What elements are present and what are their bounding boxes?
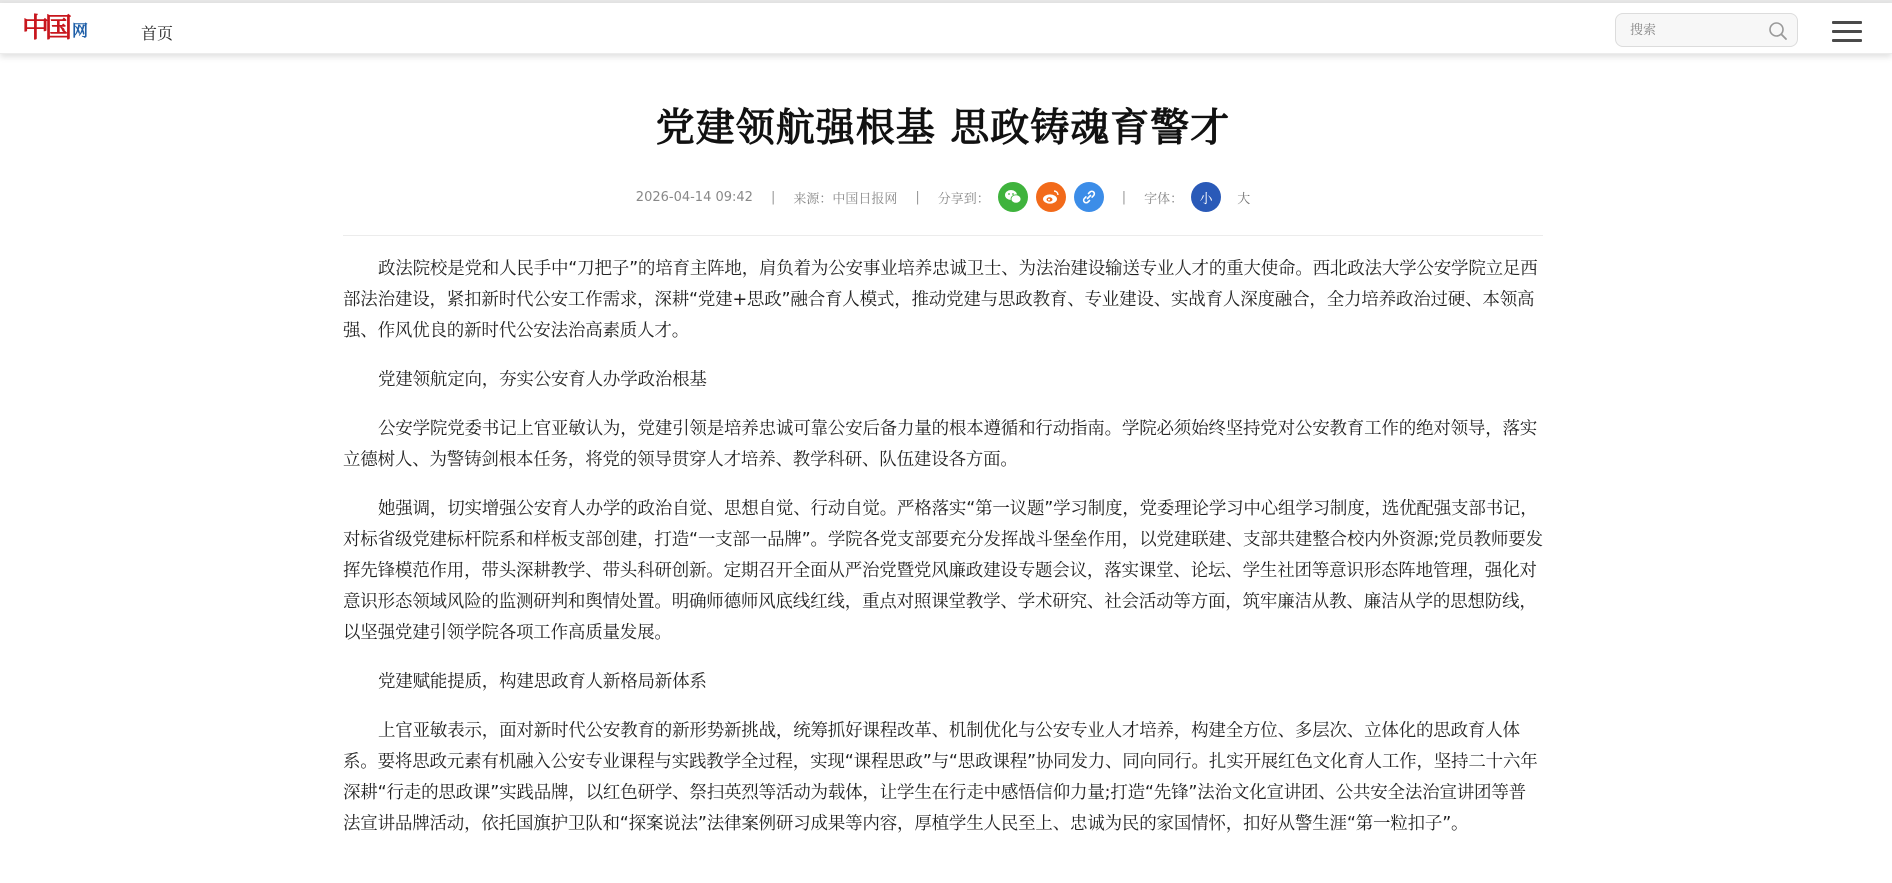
section-heading: 党建领航定向，夯实公安育人办学政治根基 <box>378 370 707 390</box>
search-icon[interactable] <box>1768 21 1788 41</box>
article-paragraph: 她强调，切实增强公安育人办学的政治自觉、思想自觉、行动自觉。严格落实“第一议题”学习制度，党委理论学习中心组学习制度，选优配强支部书记，对标省级党建标杆院系和样板支部创建，打造“一支部一品牌”。学院各党支部要充分发挥战斗堡垒作用，以党建联建、支部共建整合校内外资源;党员教师要发挥先锋模范作用，带头深耕教学、带头科研创新。定期召开全面从严治党暨党风廉政建设专题会议，落实课堂、论坛、学生社团等意识形态阵地管理，强化对意识形态领域风险的监测研判和舆情处置。明确师德师风底线红线，重点对照课堂教学、学术研究、社会活动等方面，筑牢廉洁从教、廉洁从学的思想防线，以坚强党建引领学院各项工作高质量发展。 <box>343 499 1543 643</box>
share-label: 分享到： <box>937 191 990 207</box>
site-header <box>0 3 1892 54</box>
source-name: 中国日报网 <box>832 191 898 207</box>
share-link-button[interactable] <box>1074 182 1104 212</box>
meta-divider: | <box>770 189 776 205</box>
font-size-large-button[interactable]: 大 <box>1237 191 1251 207</box>
article-paragraph: 政法院校是党和人民手中“刀把子”的培育主阵地，肩负着为公安事业培养忠诚卫士、为法治建设输送专业人才的重大使命。西北政法大学公安学院立足西部法治建设，紧扣新时代公安工作需求，深耕“党建+思政”融合育人模式，推动党建与思政教育、专业建设、实战育人深度融合，全力培养政治过硬、本领高强、作风优良的新时代公安法治高素质人才。 <box>343 259 1538 341</box>
site-logo[interactable] <box>22 12 92 46</box>
link-icon <box>1081 189 1097 205</box>
logo-text-suffix: 网 <box>72 21 89 40</box>
source-label: 来源： <box>793 191 833 207</box>
font-size-label: 字体： <box>1144 191 1184 207</box>
meta-divider: | <box>915 189 920 205</box>
share-wechat-button[interactable] <box>998 182 1028 212</box>
publish-datetime: 2026-04-14 09:42 <box>635 189 753 205</box>
nav-home-link[interactable]: 首页 <box>141 24 174 43</box>
search-input[interactable] <box>1616 14 1765 46</box>
meta-divider: | <box>1121 189 1127 205</box>
article-title: 党建领航强根基 思政铸魂育警才 <box>655 106 1231 151</box>
wechat-icon <box>1004 189 1022 205</box>
hamburger-menu-icon[interactable] <box>1832 21 1862 42</box>
search-box <box>1615 13 1798 47</box>
article-body <box>343 254 1543 840</box>
article-meta <box>343 179 1543 215</box>
section-heading: 党建赋能提质，构建思政育人新格局新体系 <box>378 672 707 692</box>
article-paragraph: 公安学院党委书记上官亚敏认为，党建引领是培养忠诚可靠公安后备力量的根本遵循和行动指南。学院必须始终坚持党对公安教育工作的绝对领导，落实立德树人、为警铸剑根本任务，将党的领导贯穿人才培养、教学科研、队伍建设各方面。 <box>343 419 1538 470</box>
logo-text-main: 中国 <box>22 13 68 44</box>
font-size-small-button[interactable]: 小 <box>1191 182 1221 212</box>
article <box>343 97 1543 858</box>
article-paragraph: 上官亚敏表示，面对新时代公安教育的新形势新挑战，统筹抓好课程改革、机制优化与公安专业人才培养，构建全方位、多层次、立体化的思政育人体系。要将思政元素有机融入公安专业课程与实践教学全过程，实现“课程思政”与“思政课程”协同发力、同向同行。扎实开展红色文化育人工作，坚持二十六年深耕“行走的思政课”实践品牌，以红色研学、祭扫英烈等活动为载体，让学生在行走中感悟信仰力量;打造“先锋”法治文化宣讲团、公共安全法治宣讲团等普法宣讲品牌活动，依托国旗护卫队和“探案说法”法律案例研习成果等内容，厚植学生人民至上、忠诚为民的家国情怀，扣好从警生涯“第一粒扣子”。 <box>343 721 1538 834</box>
share-weibo-button[interactable] <box>1036 182 1066 212</box>
weibo-icon <box>1042 189 1060 205</box>
meta-divider-line <box>343 235 1543 236</box>
